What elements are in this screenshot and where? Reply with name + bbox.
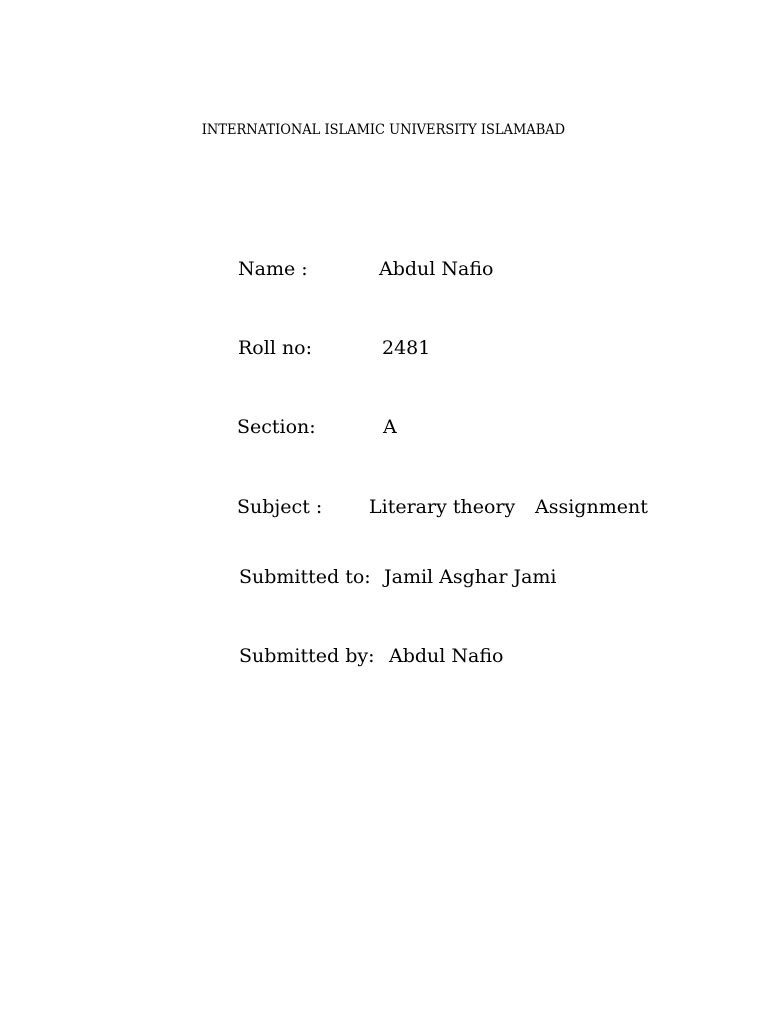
subject-label: Subject : [237, 496, 323, 518]
submitted-by-label: Submitted by: [239, 645, 375, 667]
name-value: Abdul Nafio [379, 258, 494, 280]
subject-value-primary: Literary theory [369, 496, 516, 518]
submitted-to-label: Submitted to: [239, 566, 371, 588]
roll-no-label: Roll no: [238, 337, 313, 359]
submitted-by-value: Abdul Nafio [389, 645, 504, 667]
submitted-to-value: Jamil Asghar Jami [384, 566, 557, 588]
roll-no-value: 2481 [382, 337, 431, 359]
university-title: INTERNATIONAL ISLAMIC UNIVERSITY ISLAMABAD [201, 122, 566, 138]
name-label: Name : [238, 258, 308, 280]
section-label: Section: [237, 416, 316, 438]
section-value: A [383, 416, 397, 438]
subject-value-secondary: Assignment [535, 496, 648, 518]
